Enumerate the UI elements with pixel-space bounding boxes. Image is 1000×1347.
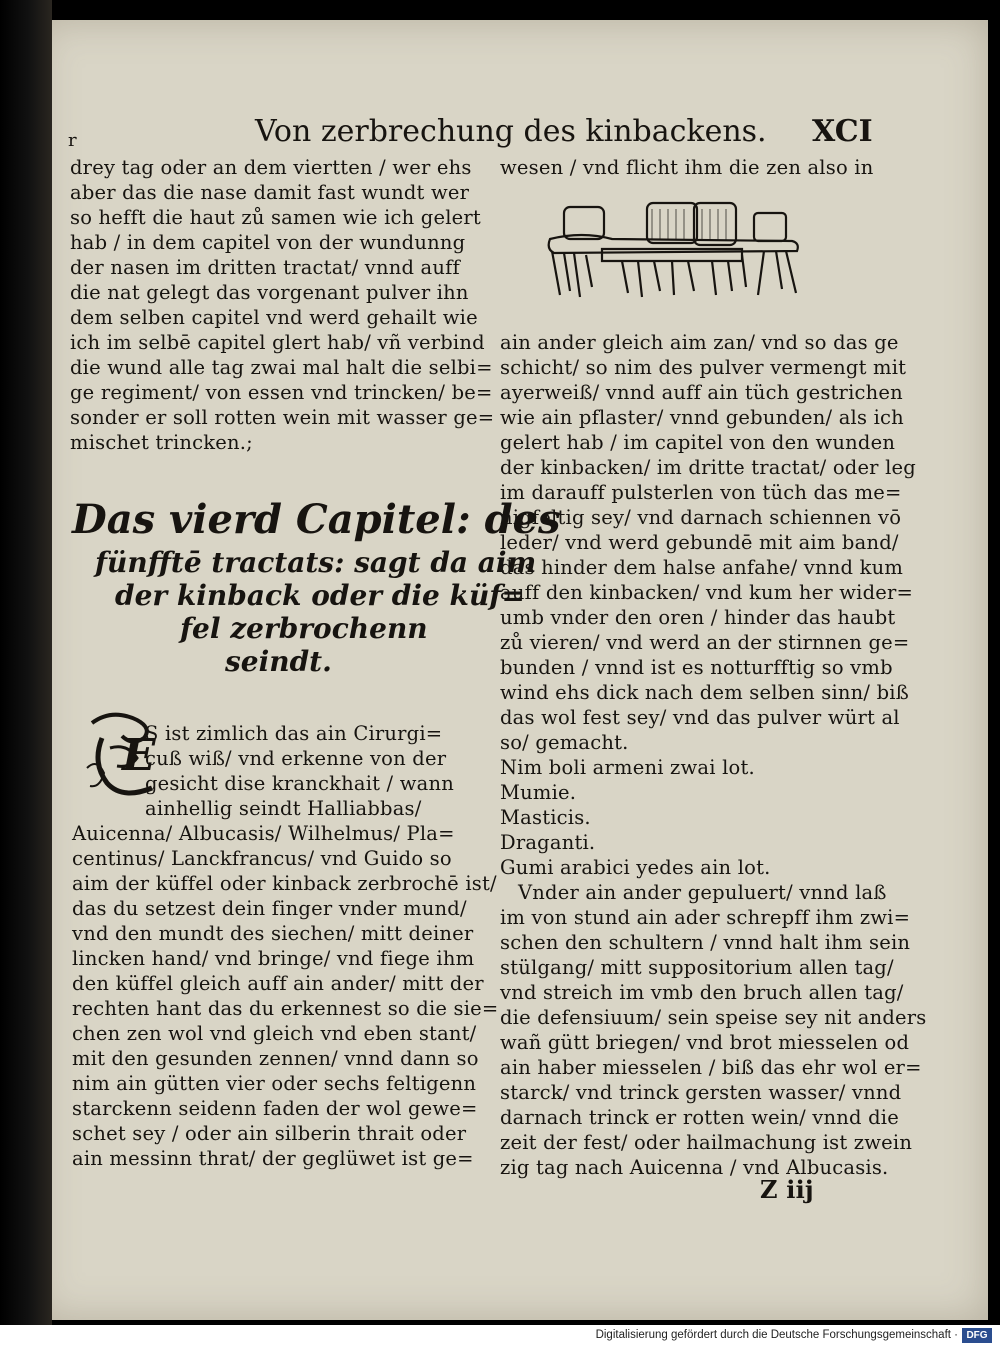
- left-line: ge regiment/ von essen vnd trincken/ be=: [70, 381, 493, 404]
- right-body-line: schen den schultern / vnnd halt ihm sein: [500, 931, 911, 954]
- right-body-line: wind ehs dick nach dem selben sinn/ biß: [500, 681, 909, 704]
- left-body-line: vnd den mundt des siechen/ mitt deiner: [72, 922, 474, 945]
- right-body-line: Vnder ain ander gepuluert/ vnnd laß: [518, 881, 887, 904]
- left-line: dem selben capitel vnd werd gehailt wie: [70, 306, 478, 329]
- digitization-footer: [0, 1325, 1000, 1347]
- left-body-line: das du setzest dein finger vnder mund/: [72, 897, 467, 920]
- right-body-line: gelert hab / im capitel von den wunden: [500, 431, 896, 454]
- left-body-line: aim der küffel oder kinback zerbrochē ist/: [72, 872, 497, 895]
- left-body-line: cuß wiß/ vnd erkenne von der: [145, 747, 447, 770]
- left-body-line: S ist zimlich das ain Cirurgi=: [145, 722, 443, 745]
- left-line: sonder er soll rotten wein mit wasser ge=: [70, 406, 495, 429]
- right-body-line: starck/ vnd trinck gersten wasser/ vnnd: [500, 1081, 902, 1104]
- chapter-heading-line: Das vierd Capitel: des: [72, 496, 561, 543]
- left-line: ich im selbē capitel glert hab/ vñ verbind: [70, 331, 485, 354]
- left-body-line: lincken hand/ vnd bringe/ vnd fiege ihm: [72, 947, 475, 970]
- left-line: hab / in dem capitel von der wundunng: [70, 231, 466, 254]
- left-body-line: mit den gesunden zennen/ vnnd dann so: [72, 1047, 479, 1070]
- left-line: so hefft die haut zů samen wie ich gelert: [70, 206, 481, 229]
- left-body-line: ainhellig seindt Halliabbas/: [145, 797, 422, 820]
- right-body-line: bunden / vnnd ist es notturfftig so vmb: [500, 656, 893, 679]
- right-body-line: ain haber miesselen / biß das ehr wol er=: [500, 1056, 922, 1079]
- right-body-line: das hinder dem halse anfahe/ vnnd kum: [500, 556, 904, 579]
- left-body-line: Auicenna/ Albucasis/ Wilhelmus/ Pla=: [72, 822, 455, 845]
- recipe-line: Gumi arabici yedes ain lot.: [500, 856, 771, 879]
- left-body-line: centinus/ Lanckfrancus/ vnd Guido so: [72, 847, 452, 870]
- right-body-line: stülgang/ mitt suppositorium allen tag/: [500, 956, 894, 979]
- teeth-woodcut-illustration: [542, 195, 807, 310]
- right-body-line: schicht/ so nim des pulver vermengt mit: [500, 356, 907, 379]
- folio-number: XCI: [812, 114, 873, 149]
- right-body-line: zig tag nach Auicenna / vnd Albucasis.: [500, 1156, 889, 1179]
- left-line: die wund alle tag zwai mal halt die selbi=: [70, 356, 493, 379]
- right-body-line: das wol fest sey/ vnd das pulver würt al: [500, 706, 900, 729]
- right-line: wesen / vnd flicht ihm die zen also in: [500, 156, 874, 179]
- right-body-line: darnach trinck er rotten wein/ vnnd die: [500, 1106, 899, 1129]
- dfg-logo: DFG: [962, 1328, 992, 1343]
- funding-credit: Digitalisierung gefördert durch die Deutsche Forschungsgemeinschaft ·: [595, 1329, 958, 1341]
- left-body-line: chen zen wol vnd gleich vnd eben stant/: [72, 1022, 477, 1045]
- right-body-line: zeit der fest/ oder hailmachung ist zwein: [500, 1131, 913, 1154]
- recipe-line: Mumie.: [500, 781, 577, 804]
- left-body-line: gesicht dise kranckhait / wann: [145, 772, 454, 795]
- right-body-line: der kinbacken/ im dritte tractat/ oder leg: [500, 456, 916, 479]
- left-line: aber das die nase damit fast wundt wer: [70, 181, 470, 204]
- signature-mark: Z iij: [760, 1175, 814, 1204]
- left-body-line: den küffel gleich auff ain ander/ mitt der: [72, 972, 484, 995]
- right-body-line: im von stund ain ader schrepff ihm zwi=: [500, 906, 911, 929]
- running-title: Von zerbrechung des kinbackens.: [255, 114, 767, 149]
- right-body-line: wañ gütt briegen/ vnd brot miesselen od: [500, 1031, 910, 1054]
- right-body-line: auff den kinbacken/ vnd kum her wider=: [500, 581, 914, 604]
- left-body-line: nim ain gütten vier oder sechs feltigenn: [72, 1072, 477, 1095]
- right-body-line: ain ander gleich aim zan/ vnd so das ge: [500, 331, 899, 354]
- right-body-line: leder/ vnd werd gebundē mit aim band/: [500, 531, 899, 554]
- right-body-line: so/ gemacht.: [500, 731, 629, 754]
- chapter-heading-line: fel zerbrochenn: [180, 612, 428, 645]
- recipe-line: Masticis.: [500, 806, 591, 829]
- left-line: die nat gelegt das vorgenant pulver ihn: [70, 281, 469, 304]
- right-body-line: die defensiuum/ sein speise sey nit anders: [500, 1006, 927, 1029]
- left-line: mischet trincken.;: [70, 431, 253, 454]
- chapter-heading-line: der kinback oder die küf=: [115, 579, 525, 612]
- recipe-line: Nim boli armeni zwai lot.: [500, 756, 755, 779]
- left-line: drey tag oder an dem viertten / wer ehs: [70, 156, 472, 179]
- left-body-line: schet sey / oder ain silberin thrait oder: [72, 1122, 467, 1145]
- left-body-line: rechten hant das du erkennest so die sie=: [72, 997, 499, 1020]
- recipe-line: Draganti.: [500, 831, 596, 854]
- right-body-line: umb vnder den oren / hinder das haubt: [500, 606, 896, 629]
- right-body-line: im darauff pulsterlen von tüch das me=: [500, 481, 902, 504]
- right-body-line: nigfeltig sey/ vnd darnach schiennen vō: [500, 506, 902, 529]
- right-body-line: vnd streich im vmb den bruch allen tag/: [500, 981, 904, 1004]
- right-body-line: ayerweiß/ vnnd auff ain tüch gestrichen: [500, 381, 903, 404]
- header-left-mark: r: [68, 130, 77, 151]
- left-line: der nasen im dritten tractat/ vnnd auff: [70, 256, 460, 279]
- chapter-heading-line: fünfftē tractats: sagt da aim: [95, 546, 537, 579]
- right-body-line: zů vieren/ vnd werd an der stirnnen ge=: [500, 631, 910, 654]
- book-spine: [0, 0, 52, 1325]
- left-body-line: ain messinn thrat/ der geglüwet ist ge=: [72, 1147, 474, 1170]
- chapter-heading-line: seindt.: [225, 645, 332, 678]
- left-body-line: starckenn seidenn faden der wol gewe=: [72, 1097, 478, 1120]
- initial-letter: E: [122, 730, 156, 781]
- right-body-line: wie ain pflaster/ vnnd gebunden/ als ich: [500, 406, 904, 429]
